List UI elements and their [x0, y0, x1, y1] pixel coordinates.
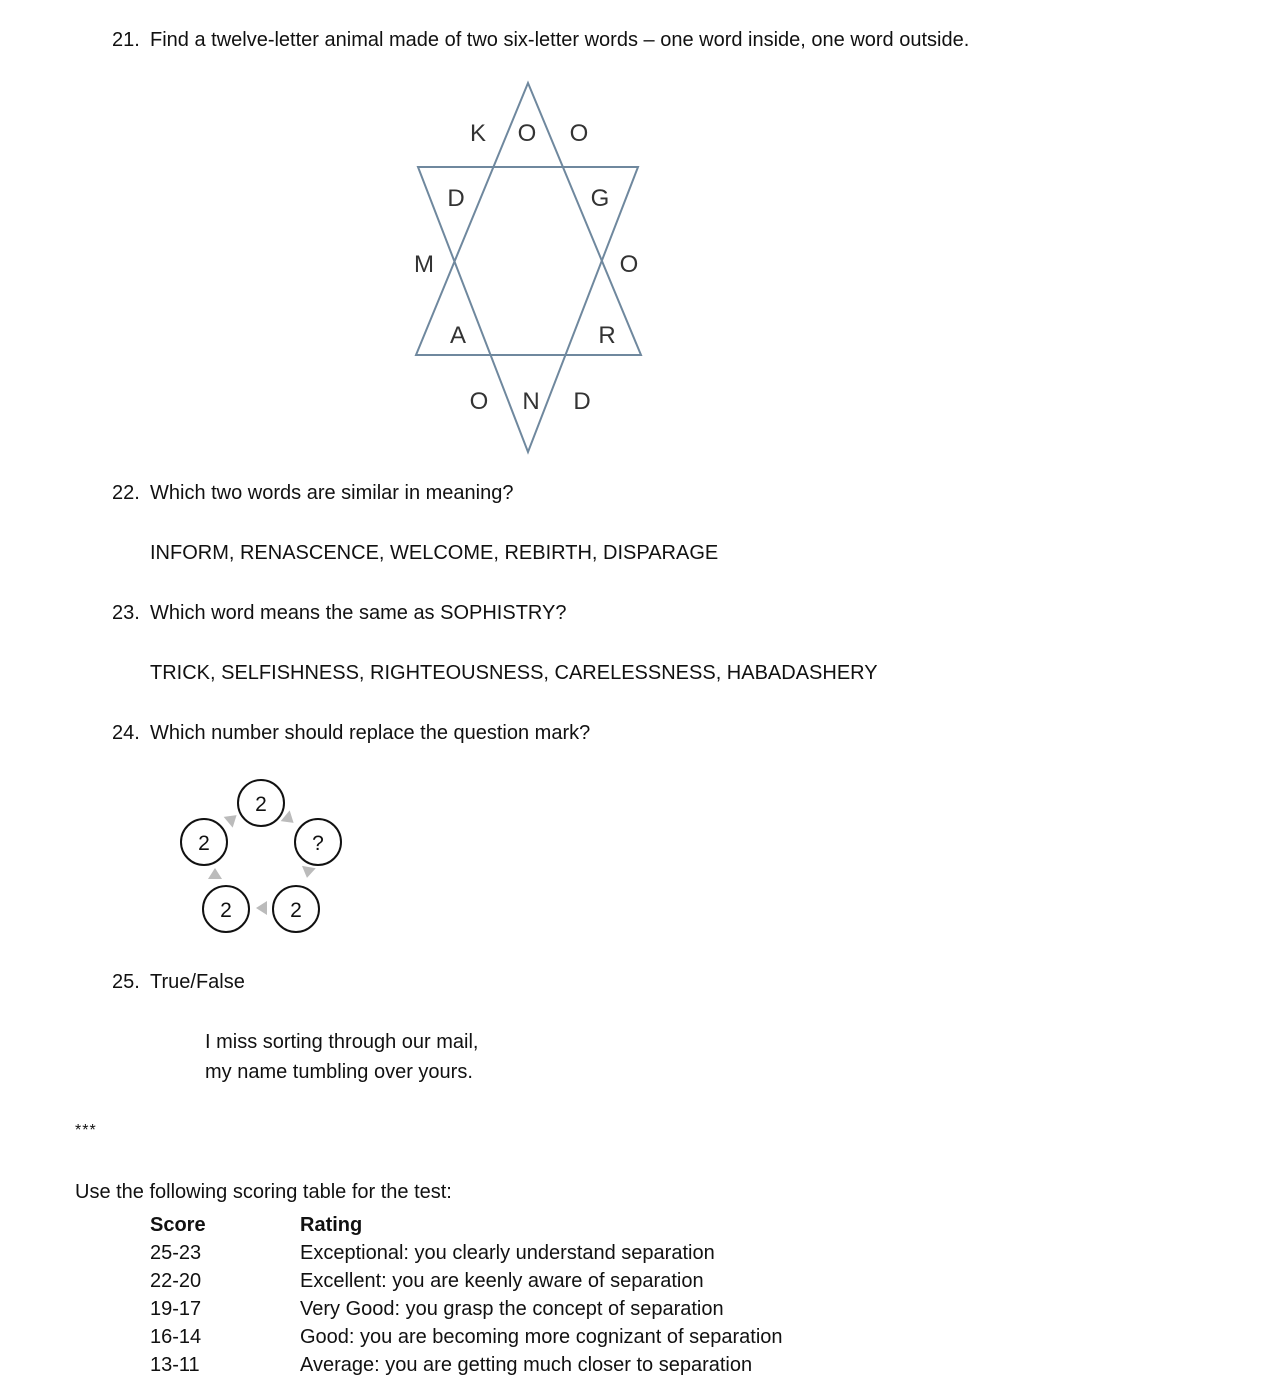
question-25-text: True/False: [150, 971, 245, 993]
question-23-text: Which word means the same as SOPHISTRY?: [150, 602, 567, 624]
question-23-options: TRICK, SELFISHNESS, RIGHTEOUSNESS, CARELESSNESS, HABADASHERY: [150, 662, 878, 684]
rating-cell: Very Good: you grasp the concept of separation: [300, 1298, 724, 1320]
star-letter-top-center: O: [517, 120, 537, 147]
question-24: [112, 721, 590, 745]
rating-cell: Average: you are getting much closer to separation: [300, 1354, 753, 1376]
star-letter-bottom-right: D: [573, 388, 591, 415]
section-separator: ***: [75, 1122, 97, 1139]
arrow-right-to-bottom-right: [300, 866, 316, 879]
scoring-intro: Use the following scoring table for the test:: [75, 1181, 452, 1203]
score-column-header: Score: [150, 1214, 206, 1236]
question-23: [112, 601, 566, 625]
circle-bottom-right-value: 2: [290, 899, 302, 922]
star-letter-upper-right: G: [590, 185, 610, 212]
rating-cell: Exceptional: you clearly understand separation: [300, 1242, 715, 1264]
arrow-bottom-right-to-bottom-left: [256, 901, 267, 915]
question-21-number: 21.: [112, 29, 140, 51]
rating-cell: Excellent: you are keenly aware of separation: [300, 1270, 704, 1292]
arrow-bottom-left-to-left: [208, 868, 222, 879]
scoring-table: [150, 1211, 783, 1379]
star-letter-bottom-center: N: [522, 388, 540, 415]
question-25-number: 25.: [112, 971, 140, 993]
star-letter-mid-right: O: [619, 251, 639, 278]
star-letter-bottom-left: O: [469, 388, 489, 415]
arrow-left-to-top: [224, 810, 241, 828]
circle-left-value: 2: [198, 832, 210, 855]
number-circle-figure: [0, 760, 400, 960]
question-22: [112, 481, 513, 505]
circle-top-value: 2: [255, 793, 267, 816]
poem-line-1: I miss sorting through our mail,: [205, 1031, 479, 1053]
poem-line-2: my name tumbling over yours.: [205, 1061, 473, 1083]
score-cell: 22-20: [150, 1270, 202, 1292]
table-row: [150, 1295, 783, 1323]
question-22-number: 22.: [112, 482, 140, 504]
table-row: [150, 1351, 783, 1379]
circle-right-value: ?: [312, 832, 324, 855]
rating-cell: Good: you are becoming more cognizant of separation: [300, 1326, 783, 1348]
star-letter-top-left: K: [469, 120, 487, 147]
star-of-david-figure: [0, 0, 1275, 470]
circle-bottom-left-value: 2: [220, 899, 232, 922]
question-24-text: Which number should replace the question mark?: [150, 722, 591, 744]
score-cell: 19-17: [150, 1298, 202, 1320]
scoring-table-header: [150, 1211, 783, 1239]
question-22-options: INFORM, RENASCENCE, WELCOME, REBIRTH, DISPARAGE: [150, 542, 719, 564]
question-25: [112, 970, 245, 994]
star-letter-lower-right: R: [598, 322, 616, 349]
score-cell: 13-11: [150, 1354, 200, 1376]
question-21-text: Find a twelve-letter animal made of two six-letter words – one word inside, one word outside.: [150, 29, 970, 51]
score-cell: 25-23: [150, 1242, 202, 1264]
score-cell: 16-14: [150, 1326, 202, 1348]
arrow-top-to-right: [281, 810, 298, 828]
rating-column-header: Rating: [300, 1214, 363, 1236]
table-row: [150, 1267, 783, 1295]
table-row: [150, 1323, 783, 1351]
question-24-number: 24.: [112, 722, 140, 744]
star-letter-upper-left: D: [447, 185, 465, 212]
star-letter-mid-left: M: [414, 251, 434, 278]
star-letter-top-right: O: [569, 120, 589, 147]
table-row: [150, 1239, 783, 1267]
question-22-text: Which two words are similar in meaning?: [150, 482, 514, 504]
star-letter-lower-left: A: [449, 322, 467, 349]
question-23-number: 23.: [112, 602, 140, 624]
